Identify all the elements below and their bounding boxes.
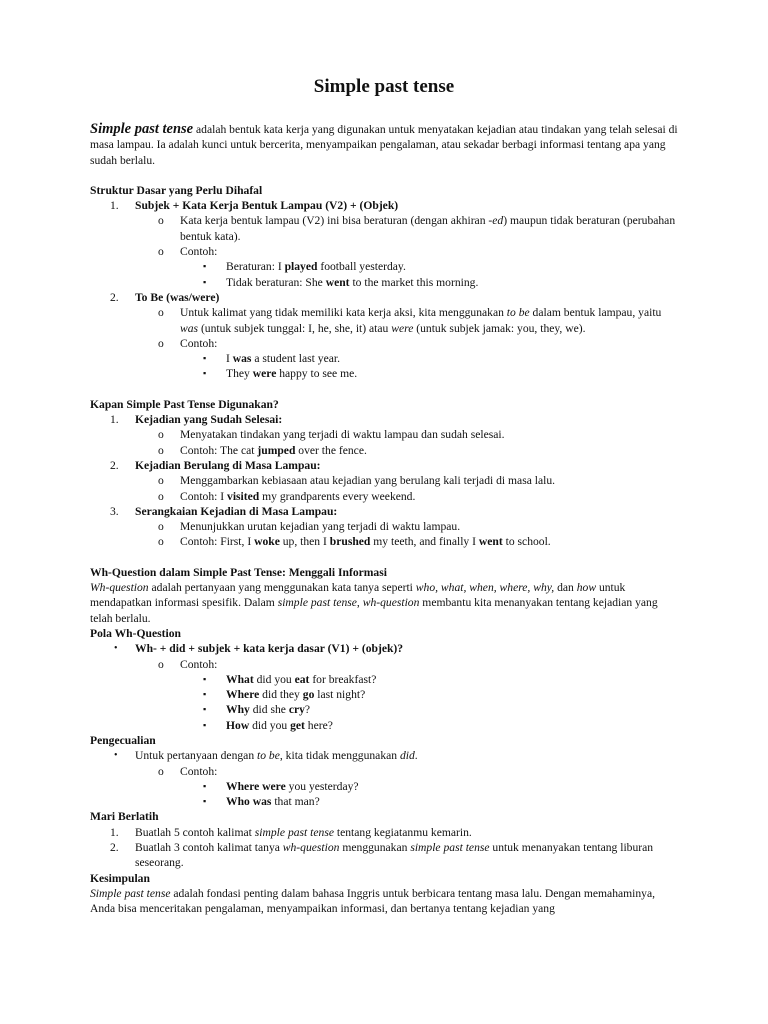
list-item: 2. Kejadian Berulang di Masa Lampau:: [110, 458, 321, 472]
list-item: o Contoh:: [158, 764, 218, 778]
hollow-bullet-icon: o: [158, 535, 164, 549]
list-item: 1. Buatlah 5 contoh kalimat simple past tense tentang kegiatanmu kemarin.: [110, 825, 472, 839]
hollow-bullet-icon: o: [158, 245, 164, 259]
square-bullet-icon: ▪: [203, 796, 207, 807]
section-heading-kesimpulan: Kesimpulan: [90, 871, 150, 885]
list-item: ▪ How did you get here?: [203, 718, 333, 732]
square-bullet-icon: ▪: [203, 276, 207, 287]
list-item: 2. To Be (was/were): [110, 290, 220, 304]
hollow-bullet-icon: o: [158, 657, 164, 671]
list-item: • Wh- + did + subjek + kata kerja dasar (V1) + (objek)?: [114, 642, 404, 656]
square-bullet-icon: ▪: [203, 780, 207, 791]
list-item: o Contoh:: [158, 657, 218, 671]
list-item: ▪ Beraturan: I played football yesterday.: [203, 260, 406, 274]
list-item-label: Kejadian yang Sudah Selesai:: [135, 413, 283, 427]
list-item: ▪ Where did they go last night?: [203, 688, 366, 702]
square-bullet-icon: ▪: [203, 719, 207, 730]
list-item-label: Serangkaian Kejadian di Masa Lampau:: [135, 504, 338, 518]
list-item: o Kata kerja bentuk lampau (V2) ini bisa beraturan (dengan akhiran -ed) maupun tidak beraturan (perubahan bentuk kata).: [158, 214, 676, 243]
square-bullet-icon: ▪: [203, 689, 207, 700]
list-item: o Menunjukkan urutan kejadian yang terjadi di waktu lampau.: [158, 520, 461, 534]
subheading-pola: Pola Wh-Question: [90, 626, 181, 640]
list-item: ▪ I was a student last year.: [203, 352, 340, 366]
list-item: o Menggambarkan kebiasaan atau kejadian yang berulang kali terjadi di masa lalu.: [158, 474, 556, 488]
list-item: • Untuk pertanyaan dengan to be, kita tidak menggunakan did.: [114, 749, 418, 763]
list-item: 3. Serangkaian Kejadian di Masa Lampau:: [110, 504, 338, 518]
list-item: o Contoh: First, I woke up, then I brushed my teeth, and finally I went to school.: [158, 535, 551, 549]
hollow-bullet-icon: o: [158, 428, 164, 442]
square-bullet-icon: ▪: [203, 353, 207, 364]
section-heading-mari-berlatih: Mari Berlatih: [90, 810, 159, 824]
list-item: 2. Buatlah 3 contoh kalimat tanya wh-question menggunakan simple past tense untuk menanyakan tentang liburan seseorang.: [110, 841, 654, 870]
intro-paragraph: Simple past tense adalah bentuk kata kerja yang digunakan untuk menyatakan kejadian atau tindakan yang telah selesai di masa lampau. Ia adalah kunci untuk bercerita, menyampaikan pengalaman, atau sekadar berbagi informasi tentang apa yang sudah berlalu.: [90, 121, 678, 167]
hollow-bullet-icon: o: [158, 336, 164, 350]
section-heading-struktur: Struktur Dasar yang Perlu Dihafal: [90, 183, 263, 197]
list-item: ▪ Why did she cry?: [203, 703, 311, 717]
list-item: ▪ Who was that man?: [203, 795, 320, 809]
list-item-label: To Be (was/were): [135, 290, 220, 304]
square-bullet-icon: ▪: [203, 261, 207, 272]
hollow-bullet-icon: o: [158, 489, 164, 503]
list-item: ▪ They were happy to see me.: [203, 367, 358, 381]
document-body: [90, 122, 678, 917]
hollow-bullet-icon: o: [158, 306, 164, 320]
section-heading-wh-question: Wh-Question dalam Simple Past Tense: Menggali Informasi: [90, 565, 387, 579]
page-title: Simple past tense: [313, 76, 455, 97]
list-item: ▪ Tidak beraturan: She went to the market this morning.: [203, 275, 479, 289]
square-bullet-icon: ▪: [203, 673, 207, 684]
hollow-bullet-icon: o: [158, 474, 164, 488]
bullet-icon: •: [114, 750, 118, 762]
list-item-label: Subjek + Kata Kerja Bentuk Lampau (V2) + (Objek): [135, 199, 399, 213]
list-item: o Contoh: I visited my grandparents every weekend.: [158, 489, 416, 503]
section-heading-pengecualian: Pengecualian: [90, 733, 156, 747]
list-item: ▪ Where were you yesterday?: [203, 779, 359, 793]
list-item: o Contoh: The cat jumped over the fence.: [158, 443, 367, 457]
list-item: o Contoh:: [158, 336, 218, 350]
hollow-bullet-icon: o: [158, 764, 164, 778]
conclusion-paragraph: Simple past tense adalah fondasi penting dalam bahasa Inggris untuk berbicara tentang masa lalu. Dengan memahaminya, Anda bisa menceritakan pengalaman, menyampaikan informasi, dan bertanya tentang kejadian yang: [90, 886, 656, 916]
list-item-label: Kejadian Berulang di Masa Lampau:: [135, 458, 321, 472]
wh-question-paragraph: Wh-question adalah pertanyaan yang menggunakan kata tanya seperti who, what, when, where, why, dan how untuk mendapatkan informasi spesifik. Dalam simple past tense, wh-question membantu kita menanyakan tentang kejadian yang telah berlalu.: [90, 581, 658, 625]
list-item: ▪ What did you eat for breakfast?: [203, 672, 377, 686]
list-item: o Menyatakan tindakan yang terjadi di waktu lampau dan sudah selesai.: [158, 428, 505, 442]
list-item: o Contoh:: [158, 245, 218, 259]
bullet-icon: •: [114, 643, 118, 655]
hollow-bullet-icon: o: [158, 443, 164, 457]
hollow-bullet-icon: o: [158, 214, 164, 228]
list-item: 1. Subjek + Kata Kerja Bentuk Lampau (V2) + (Objek): [110, 199, 399, 213]
hollow-bullet-icon: o: [158, 520, 164, 534]
square-bullet-icon: ▪: [203, 704, 207, 715]
list-item: o Untuk kalimat yang tidak memiliki kata kerja aksi, kita menggunakan to be dalam bentuk lampau, yaitu was (untuk subjek tunggal: I, he, she, it) atau were (untuk subjek jamak: you, they, we).: [158, 306, 662, 335]
section-heading-kapan: Kapan Simple Past Tense Digunakan?: [90, 397, 279, 411]
intro-lead-term: Simple past tense: [90, 121, 194, 137]
list-item: 1. Kejadian yang Sudah Selesai:: [110, 413, 283, 427]
square-bullet-icon: ▪: [203, 368, 207, 379]
